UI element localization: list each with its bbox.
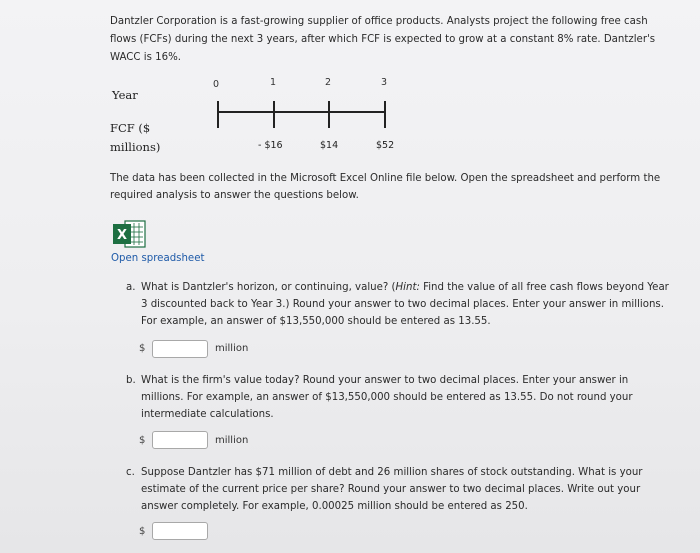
- question-a: [126, 279, 671, 330]
- fcf-label-line2: millions): [110, 140, 161, 154]
- problem-intro: Dantzler Corporation is a fast-growing supplier of office products. Analysts project the following free cash flows (FCFs) during the next 3 years, after which FCF is expected to grow at a constant 8% rate. Dantzler's WACC is 16%.: [110, 16, 656, 63]
- year-0: 0: [213, 79, 220, 90]
- question-c-letter: c.: [126, 467, 135, 478]
- fcf-year-3: $52: [376, 140, 395, 151]
- fcf-year-2: $14: [320, 140, 339, 151]
- answer-a-input[interactable]: [152, 340, 208, 358]
- answer-a-currency: $: [139, 343, 146, 354]
- year-2: 2: [325, 77, 332, 88]
- year-label: Year: [112, 88, 138, 102]
- excel-icon-letter: X: [116, 228, 128, 243]
- answer-c-input[interactable]: [152, 522, 208, 540]
- open-spreadsheet-link[interactable]: Open spreadsheet: [111, 253, 205, 264]
- fcf-label-line1: FCF ($: [110, 121, 151, 135]
- question-a-hint: Hint:: [395, 282, 420, 293]
- timeline-tick-1: [273, 101, 275, 128]
- excel-file-icon[interactable]: [111, 219, 147, 249]
- answer-a-unit: million: [215, 343, 249, 354]
- question-c: [126, 464, 671, 515]
- answer-b-currency: $: [139, 435, 146, 446]
- answer-b-unit: million: [215, 435, 249, 446]
- question-b-letter: b.: [126, 375, 136, 386]
- question-c-text: Suppose Dantzler has $71 million of debt and 26 million shares of stock outstanding. What is your estimate of the current price per share? Round your answer to two decimal places. Write out your answer completely. For example, 0.00025 million should be entered as 250.: [141, 467, 643, 512]
- timeline-axis: [217, 111, 385, 113]
- timeline-tick-2: [328, 101, 330, 128]
- year-3: 3: [381, 77, 388, 88]
- question-a-text-start: What is Dantzler's horizon, or continuing, value? (: [141, 282, 396, 293]
- year-1: 1: [270, 77, 277, 88]
- timeline-tick-0: [217, 101, 219, 128]
- question-a-text-end: Find the value of all free cash flows beyond Year 3 discounted back to Year 3.) Round your answer to two decimal places. Enter your answer in millions. For example, an answer of $13,550,000 should be entered as 13.55.: [141, 282, 669, 327]
- answer-c-currency: $: [139, 526, 146, 537]
- question-a-letter: a.: [126, 282, 136, 293]
- answer-b-input[interactable]: [152, 431, 208, 449]
- fcf-year-1: - $16: [258, 140, 283, 151]
- data-note: The data has been collected in the Microsoft Excel Online file below. Open the spreadsheet and perform the required analysis to answer the questions below.: [110, 173, 661, 201]
- question-b-text: What is the firm's value today? Round your answer to two decimal places. Enter your answer in millions. For example, an answer of $13,550,000 should be entered as 13.55. Do not round your intermediate calculations.: [141, 375, 633, 420]
- question-b: [126, 372, 671, 423]
- timeline-tick-3: [384, 101, 386, 128]
